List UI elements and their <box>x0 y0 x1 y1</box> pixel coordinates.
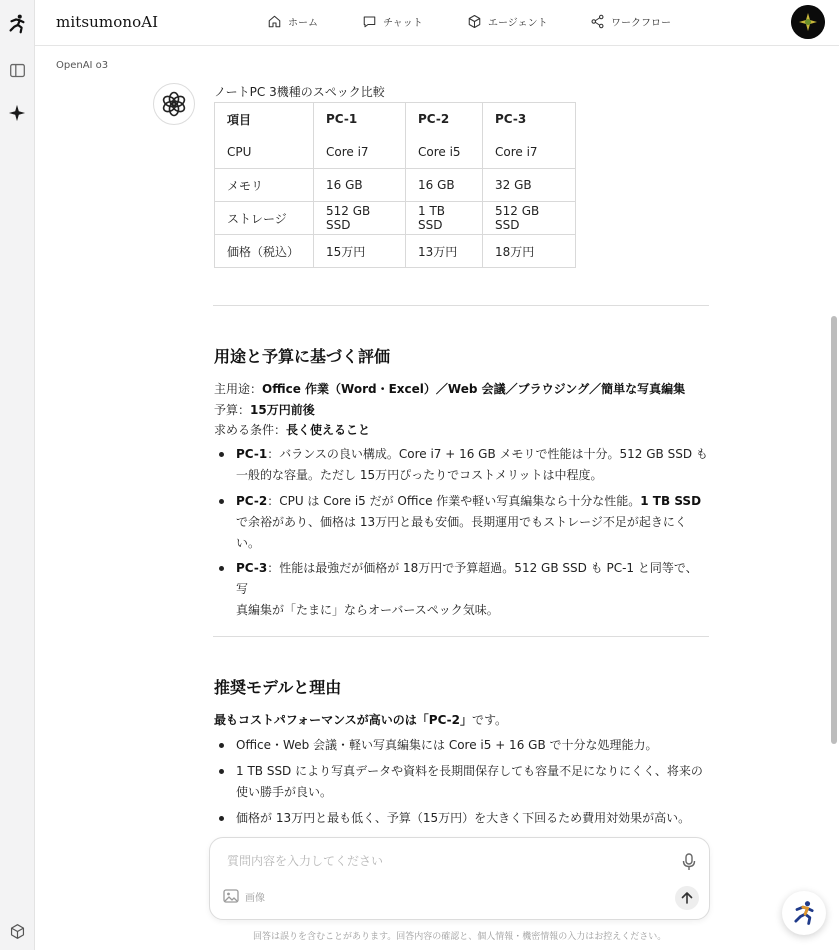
table-cell: Core i7 <box>314 136 406 169</box>
table-row <box>215 235 576 268</box>
microphone-icon[interactable] <box>681 853 697 871</box>
home-icon <box>267 14 282 29</box>
pc-name: PC-3 <box>236 561 268 575</box>
usage-value: Office 作業（Word・Excel）／Web 会議／ブラウジング／簡単な写真編集 <box>262 382 686 396</box>
table-cell: 13万円 <box>406 235 483 268</box>
divider <box>213 305 709 306</box>
requirement-value: 長く使えること <box>286 423 371 437</box>
recommendation-tail: です。 <box>472 713 508 727</box>
bullet-emphasis: 1 TB SSD <box>640 494 702 508</box>
table-row <box>215 202 576 235</box>
bullet-text: ：CPU は Core i5 だが Office 作業や軽い写真編集なら十分な性能。 <box>267 494 641 508</box>
table-cell: 512 GB SSD <box>483 202 576 235</box>
table-header-cell: PC-2 <box>406 103 483 136</box>
table-cell: 15万円 <box>314 235 406 268</box>
nav-workflow[interactable] <box>590 14 671 29</box>
bullet-text: い。 <box>236 536 261 550</box>
image-attach-label: 画像 <box>245 892 265 904</box>
table-header-cell: 項目 <box>215 103 314 136</box>
message-input[interactable] <box>227 850 667 872</box>
list-item <box>236 735 708 756</box>
usage-label: 主用途： <box>214 382 263 396</box>
send-button[interactable] <box>675 886 699 910</box>
table-cell: 1 TB SSD <box>406 202 483 235</box>
table-cell: Core i7 <box>483 136 576 169</box>
list-item <box>236 558 708 621</box>
arrow-up-icon <box>681 892 693 904</box>
table-cell: CPU <box>215 136 314 169</box>
recommendation-bold: 最もコストパフォーマンスが高いのは「PC-2」 <box>214 713 473 727</box>
bullet-text: 一般的な容量。ただし 15万円ぴったりでコストメリットは中程度。 <box>236 468 603 482</box>
budget-value: 15万円前後 <box>250 403 315 417</box>
nav-home-label: ホーム <box>288 18 318 29</box>
sidebar-toggle-icon[interactable] <box>6 59 28 81</box>
image-attach-button[interactable] <box>223 888 265 904</box>
recommendation-lead <box>214 711 507 728</box>
chat-icon <box>362 14 377 29</box>
share-icon <box>590 14 605 29</box>
divider <box>213 636 709 637</box>
pc-name: PC-2 <box>236 494 268 508</box>
settings-cube-icon[interactable] <box>6 920 28 942</box>
spec-table <box>214 102 576 268</box>
nav-workflow-label: ワークフロー <box>611 18 671 29</box>
top-header <box>35 0 839 46</box>
message-composer <box>209 837 710 920</box>
bullet-text: 真編集が「たまに」ならオーバースペック気味。 <box>236 603 499 617</box>
bullet-text: 1 TB SSD により写真データや資料を長期間保存しても容量不足になりにくく、将来の <box>236 764 703 778</box>
requirement-line <box>214 421 370 438</box>
brand-logo[interactable]: mitsumonoAI <box>56 13 159 31</box>
model-label: OpenAI o3 <box>56 60 109 71</box>
table-cell: 16 GB <box>314 169 406 202</box>
bullet-text: ：性能は最強だが価格が 18万円で予算超過。512 GB SSD も PC-1 と同等で、写 <box>236 561 698 596</box>
nav-chat[interactable] <box>362 14 423 29</box>
pc-name: PC-1 <box>236 447 268 461</box>
list-item <box>236 444 708 486</box>
sparkle-icon[interactable] <box>6 102 28 124</box>
disclaimer-text: 回答は誤りを含むことがあります。回答内容の確認と、個人情報・機密情報の入力はお控えください。 <box>253 932 667 942</box>
table-caption: ノートPC 3機種のスペック比較 <box>214 85 385 99</box>
bullet-text: 使い勝手が良い。 <box>236 785 333 799</box>
requirement-label: 求める条件： <box>214 423 287 437</box>
table-cell: 18万円 <box>483 235 576 268</box>
nav-chat-label: チャット <box>383 18 423 29</box>
table-cell: 16 GB <box>406 169 483 202</box>
nav-agent-label: エージェント <box>488 18 548 29</box>
section-title: 推奨モデルと理由 <box>214 678 342 697</box>
table-row <box>215 169 576 202</box>
list-item <box>236 761 708 803</box>
table-cell: 32 GB <box>483 169 576 202</box>
runner-logo-icon[interactable] <box>6 13 28 35</box>
table-header-row <box>215 103 576 136</box>
table-header-cell: PC-3 <box>483 103 576 136</box>
usage-line <box>214 380 685 397</box>
table-header-cell: PC-1 <box>314 103 406 136</box>
assistant-fab-button[interactable] <box>782 891 826 935</box>
runner-icon <box>790 899 818 927</box>
left-rail <box>0 0 35 950</box>
budget-line <box>214 401 315 418</box>
table-cell: 価格（税込） <box>215 235 314 268</box>
bullet-text: ：バランスの良い構成。Core i7 + 16 GB メモリで性能は十分。512 GB SSD も <box>267 447 708 461</box>
list-item <box>236 491 708 554</box>
bullet-text: Office・Web 会議・軽い写真編集には Core i5 + 16 GB で十分な処理能力。 <box>236 738 658 752</box>
nav-agent[interactable] <box>467 14 548 29</box>
table-cell: Core i5 <box>406 136 483 169</box>
list-item <box>236 808 708 829</box>
cube-icon <box>467 14 482 29</box>
table-cell: 512 GB SSD <box>314 202 406 235</box>
nav-home[interactable] <box>267 14 318 29</box>
table-row <box>215 136 576 169</box>
scrollbar-thumb[interactable] <box>831 316 837 744</box>
bullet-text: で余裕があり、価格は 13万円と最も安価。長期運用でもストレージ不足が起きにく <box>236 515 687 529</box>
table-cell: ストレージ <box>215 202 314 235</box>
openai-logo-icon <box>153 83 195 125</box>
bullet-text: 価格が 13万円と最も低く、予算（15万円）を大きく下回るため費用対効果が高い。 <box>236 811 691 825</box>
image-icon <box>223 888 239 904</box>
user-avatar[interactable] <box>791 5 825 39</box>
budget-label: 予算： <box>214 403 251 417</box>
section-title: 用途と予算に基づく評価 <box>214 347 391 366</box>
table-cell: メモリ <box>215 169 314 202</box>
